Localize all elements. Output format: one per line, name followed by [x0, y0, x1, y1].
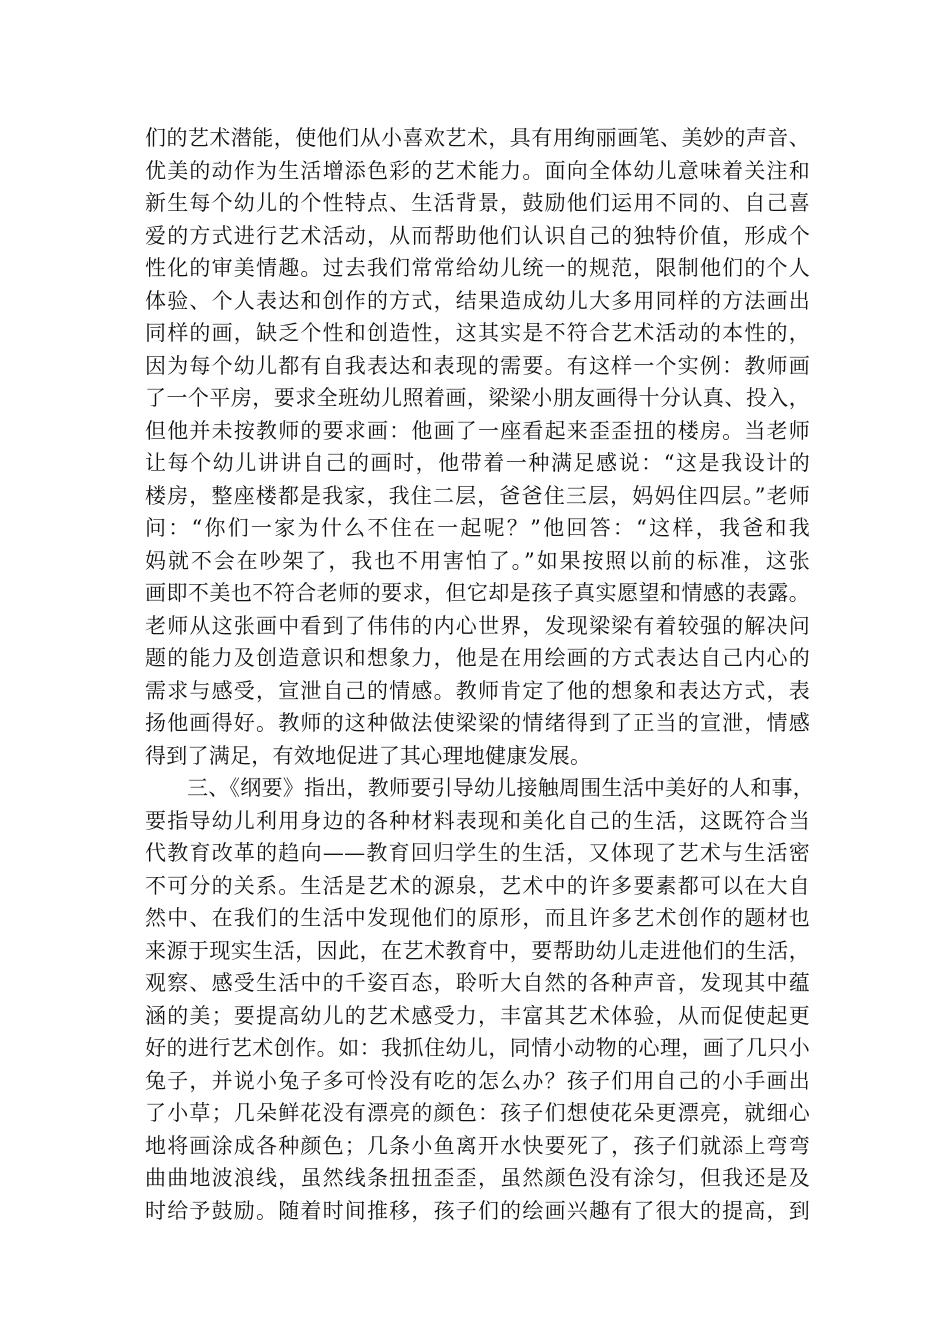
- text-line: 需求与感受，宣泄自己的情感。教师肯定了他的想象和表达方式，表: [145, 678, 810, 703]
- text-line: 新生每个幼儿的个性特点、生活背景，鼓励他们运用不同的、自己喜: [145, 191, 810, 215]
- text-line: 时给予鼓励。随着时间推移，孩子们的绘画兴趣有了很大的提高，到: [145, 1198, 810, 1223]
- text-line: 同样的画，缺乏个性和创造性，这其实是不符合艺术活动的本性的，: [145, 321, 810, 345]
- text-line: 然中、在我们的生活中发现他们的原形，而且许多艺术创作的题材也: [145, 906, 810, 930]
- text-line: 们的艺术潜能，使他们从小喜欢艺术，具有用绚丽画笔、美妙的声音、: [145, 126, 810, 150]
- text-line: 体验、个人表达和创作的方式，结果造成幼儿大多用同样的方法画出: [145, 288, 810, 313]
- paragraph-end-line: 得到了满足，有效地促进了其心理地健康发展。: [145, 743, 592, 768]
- text-line: 了小草；几朵鲜花没有漂亮的颜色：孩子们想使花朵更漂亮，就细心: [145, 1101, 810, 1125]
- text-line: 来源于现实生活，因此，在艺术教育中，要帮助幼儿走进他们的生活，: [145, 938, 810, 963]
- text-line: 地将画涂成各种颜色；几条小鱼离开水快要死了，孩子们就添上弯弯: [145, 1133, 810, 1158]
- text-line: 爱的方式进行艺术活动，从而帮助他们认识自己的独特价值，形成个: [145, 223, 810, 248]
- body-text: [145, 122, 814, 1227]
- text-line: 好的进行艺术创作。如：我抓住幼儿，同情小动物的心理，画了几只小: [145, 1036, 810, 1060]
- text-line: 兔子，并说小兔子多可怜没有吃的怎么办？孩子们用自己的小手画出: [145, 1068, 810, 1093]
- text-line: 妈就不会在吵架了，我也不用害怕了。”如果按照以前的标准，这张: [145, 548, 810, 573]
- text-line: 代教育改革的趋向——教育回归学生的生活，又体现了艺术与生活密: [145, 841, 810, 865]
- text-line: 要指导幼儿利用身边的各种材料表现和美化自己的生活，这既符合当: [145, 808, 810, 833]
- text-line: 但他并未按教师的要求画：他画了一座看起来歪歪扭的楼房。当老师: [145, 418, 810, 443]
- text-line: 不可分的关系。生活是艺术的源泉，艺术中的许多要素都可以在大自: [145, 873, 810, 898]
- text-line: 了一个平房，要求全班幼儿照着画，梁梁小朋友画得十分认真、投入，: [145, 386, 810, 410]
- text-line: 涵的美；要提高幼儿的艺术感受力，丰富其艺术体验，从而促使起更: [145, 1003, 810, 1028]
- text-line: 题的能力及创造意识和想象力，他是在用绘画的方式表达自己内心的: [145, 646, 810, 670]
- text-line: 问：“你们一家为什么不住在一起呢？”他回答：“这样，我爸和我: [145, 516, 810, 540]
- text-line: 性化的审美情趣。过去我们常常给幼儿统一的规范，限制他们的个人: [145, 256, 810, 280]
- text-line: 曲曲地波浪线，虽然线条扭扭歪歪，虽然颜色没有涂匀，但我还是及: [145, 1166, 810, 1190]
- text-line: 观察、感受生活中的千姿百态，聆听大自然的各种声音，发现其中蕴: [145, 971, 810, 995]
- text-line: 因为每个幼儿都有自我表达和表现的需要。有这样一个实例：教师画: [145, 353, 810, 378]
- text-line: 老师从这张画中看到了伟伟的内心世界，发现梁梁有着较强的解决问: [145, 613, 810, 638]
- text-line: 画即不美也不符合老师的要求，但它却是孩子真实愿望和情感的表露。: [145, 581, 810, 605]
- text-line: 扬他画得好。教师的这种做法使梁梁的情绪得到了正当的宣泄，情感: [145, 711, 810, 735]
- paragraph-start-line: 三、《纲要》指出，教师要引导幼儿接触周围生活中美好的人和事，: [187, 776, 814, 800]
- text-line: 优美的动作为生活增添色彩的艺术能力。面向全体幼儿意味着关注和: [145, 158, 810, 183]
- text-line: 楼房，整座楼都是我家，我住二层，爸爸住三层，妈妈住四层。”老师: [145, 483, 810, 508]
- text-line: 让每个幼儿讲讲自己的画时，他带着一种满足感说：“这是我设计的: [145, 451, 810, 475]
